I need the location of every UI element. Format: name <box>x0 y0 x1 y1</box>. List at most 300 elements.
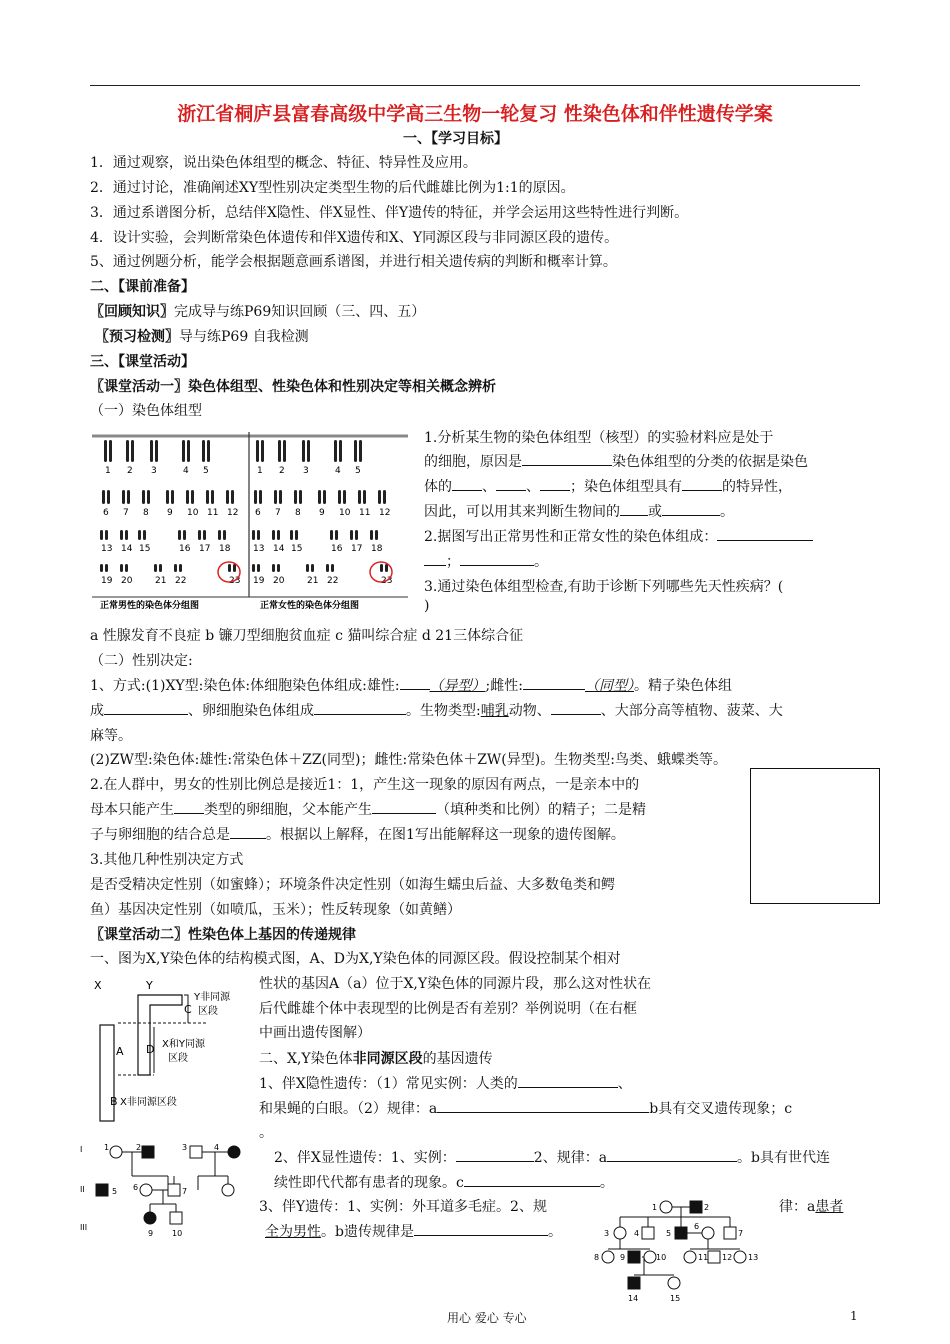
chromosome <box>272 530 275 540</box>
chromosome <box>131 440 134 462</box>
chromosome <box>187 440 190 462</box>
chromosome <box>330 530 333 540</box>
chromosome <box>154 564 157 572</box>
pedigree-label: 14 <box>628 1294 639 1303</box>
page-title: 浙江省桐庐县富春高级中学高三生物一轮复习 性染色体和伴性遗传学案 <box>177 103 773 125</box>
chromosome <box>355 530 358 540</box>
answer-blank[interactable] <box>372 799 436 814</box>
chromosome <box>107 490 110 504</box>
q2-text: 。 <box>534 554 548 570</box>
xy-text: 1、方式:(1)XY型:染色体:体细胞染色体组成:雄性: <box>90 678 400 694</box>
x-label: X <box>94 979 102 992</box>
chromosome <box>125 530 128 540</box>
goal-item: 2．通过讨论，准确阐述XY型性别决定类型生物的后代雌雄比例为1:1的原因。 <box>90 180 575 196</box>
chromosome <box>294 490 297 504</box>
chromosome-number: 6 <box>255 508 261 518</box>
answer-blank[interactable] <box>314 700 406 715</box>
p2-line3 <box>90 824 625 844</box>
chromosome <box>259 490 262 504</box>
pedigree-label: 3 <box>182 1143 188 1152</box>
chromosome <box>120 564 123 572</box>
activity2-title: 〖课堂活动二〗性染色体上基因的传递规律 <box>90 927 356 943</box>
p2-line2 <box>90 799 646 819</box>
chromosome-number: 21 <box>307 576 319 586</box>
pedigree-male <box>168 1184 180 1196</box>
xy-text: 、卵细胞染色体组成 <box>188 703 314 719</box>
answer-blank[interactable] <box>518 1073 618 1088</box>
chromosome <box>277 530 280 540</box>
chromosome-number: 18 <box>371 544 383 554</box>
pedigree-label: 2 <box>136 1143 142 1152</box>
chromosome <box>182 440 185 462</box>
pedigree-label: 13 <box>748 1253 759 1262</box>
chromosome-number: 12 <box>227 508 239 518</box>
q1-text: 体的 <box>424 479 452 495</box>
xd-text: 2、规律：a <box>533 1150 608 1166</box>
chromosome <box>171 490 174 504</box>
xd-line2 <box>274 1172 614 1192</box>
q2-text: 2.据图写出正常男性和正常女性的染色体组成： <box>424 529 718 545</box>
pedigree-label: 1 <box>104 1143 110 1152</box>
pedigree-label: 7 <box>182 1187 188 1196</box>
answer-blank[interactable] <box>717 526 813 541</box>
q1-text: 、 <box>526 479 540 495</box>
q1-text: ；染色体组型具有 <box>570 479 682 495</box>
chromosome <box>191 490 194 504</box>
chromosome <box>290 530 293 540</box>
answer-box-1[interactable] <box>750 768 880 904</box>
xy-text: 、大部分高等植物、菠菜、大 <box>600 703 783 719</box>
pedigree-male <box>628 1277 640 1289</box>
pedigree-2-group <box>594 1201 758 1303</box>
chromosome <box>104 440 107 462</box>
chromosome-number: 8 <box>295 508 301 518</box>
pedigree-label: 15 <box>670 1294 681 1303</box>
pedigree-label: 4 <box>634 1229 640 1238</box>
chromosome <box>211 490 214 504</box>
chromosome-number: 23 <box>381 576 393 586</box>
answer-blank[interactable] <box>496 476 526 491</box>
pedigree-label: 6 <box>694 1222 700 1231</box>
answer-blank[interactable] <box>230 824 266 839</box>
pedigree-female <box>614 1227 626 1239</box>
chromosome <box>339 440 342 462</box>
chromosome <box>109 440 112 462</box>
chromosome <box>378 490 381 504</box>
pedigree-label: 7 <box>738 1229 744 1238</box>
preview-label: 〖预习检测〗 <box>95 329 179 345</box>
nonhom-bold: 非同源区段 <box>352 1051 423 1067</box>
chromosome-number: 3 <box>303 466 309 476</box>
goal-item: 5、通过例题分析，能学会根据题意画系谱图，并进行相关遗传病的判断和概率计算。 <box>90 254 617 270</box>
p2-text: 类型的卵细胞，父本能产生 <box>204 802 372 818</box>
pedigree-female <box>110 1146 122 1158</box>
xy-structure-figure <box>88 975 258 1125</box>
y-line2 <box>265 1221 562 1241</box>
p3-line3: 鱼）基因决定性别（如喷瓜，玉米）；性反转现象（如黄鳝） <box>90 902 461 918</box>
q1-line4 <box>424 501 734 521</box>
chromosome <box>272 564 275 572</box>
chromosome <box>363 490 366 504</box>
pedigree-chart-2 <box>590 1195 780 1305</box>
pedigree-chart-1 <box>78 1138 258 1238</box>
chromosome-number: 11 <box>207 508 219 518</box>
chromosome <box>150 440 153 462</box>
chromosome <box>252 530 255 540</box>
chromosome <box>179 564 182 572</box>
a2-line4: 中画出遗传图解） <box>259 1025 371 1041</box>
page-number: 1 <box>850 1309 858 1323</box>
y-nonhom-label: 区段 <box>198 1006 218 1017</box>
xy-line3: 麻等。 <box>90 728 132 744</box>
chromosome <box>105 564 108 572</box>
pedigree-male <box>628 1251 640 1263</box>
chromosome <box>338 490 341 504</box>
chromosome <box>198 530 201 540</box>
xy-text: 动物、 <box>508 703 551 719</box>
y-text: 律：a <box>779 1199 816 1215</box>
chromosome <box>252 564 255 572</box>
chromosome <box>279 490 282 504</box>
chromosome <box>203 530 206 540</box>
chromosome <box>147 490 150 504</box>
chromosome-number: 9 <box>319 508 325 518</box>
goal-item: 1．通过观察，说出染色体组型的概念、特征、特异性及应用。 <box>90 155 477 171</box>
answer-blank[interactable] <box>174 799 204 814</box>
chromosome <box>207 440 210 462</box>
chromosome <box>299 490 302 504</box>
pedigree-label: 3 <box>604 1229 610 1238</box>
review-text: 完成导与练P69知识回顾（三、四、五） <box>174 304 426 320</box>
chromosome <box>354 440 357 462</box>
chromosome <box>358 490 361 504</box>
q2-text: ； <box>446 554 460 570</box>
y-nonhom-label: Y非同源 <box>194 992 231 1003</box>
pedigree-label: 2 <box>704 1203 710 1212</box>
q1-text: 、 <box>482 479 496 495</box>
chromosome <box>278 440 281 462</box>
pedigree-male <box>724 1227 736 1239</box>
chromosome-number: 9 <box>167 508 173 518</box>
d-label: D <box>146 1043 155 1056</box>
q3-line1: 3.通过染色体组型检查,有助于诊断下列哪些先天性疾病？( <box>424 579 784 595</box>
xy-answer: （异型） <box>429 678 486 694</box>
pedigree-label: 11 <box>698 1253 709 1262</box>
pedigree-label: 10 <box>656 1253 667 1262</box>
xy-answer: （同型） <box>584 678 634 694</box>
chromosome-number: 20 <box>121 576 133 586</box>
chromosome-number: 11 <box>359 508 371 518</box>
chromosome-number: 19 <box>253 576 265 586</box>
q3-options: a 性腺发育不良症 b 镰刀型细胞贫血症 c 猫叫综合症 d 21三体综合征 <box>90 628 524 644</box>
chromosome <box>302 440 305 462</box>
chromosome <box>318 490 321 504</box>
chromosome-number: 18 <box>219 544 231 554</box>
xr-text: 和果蝇的白眼。（2）规律：a <box>259 1101 438 1117</box>
answer-blank[interactable] <box>424 551 446 566</box>
chromosome <box>186 490 189 504</box>
q1-text: 的细胞，原因是 <box>424 454 522 470</box>
chromosome-number: 8 <box>143 508 149 518</box>
xd-text: 。 <box>599 1175 614 1191</box>
answer-blank[interactable] <box>523 675 585 690</box>
chromosome-number: 2 <box>279 466 285 476</box>
header-rule <box>90 85 860 86</box>
preview-text: 导与练P69 自我检测 <box>179 329 309 345</box>
chromosome <box>350 530 353 540</box>
y-underlined: 全为男性 <box>265 1224 321 1240</box>
chromosome-number: 1 <box>105 466 111 476</box>
answer-blank[interactable] <box>437 1098 649 1113</box>
chromosome <box>323 490 326 504</box>
xy-line2 <box>90 700 783 720</box>
pedigree-male <box>170 1212 182 1224</box>
answer-blank[interactable] <box>460 551 534 566</box>
a2-line2: 性状的基因A（a）位于X,Y染色体的同源片段，那么这对性状在 <box>259 976 652 992</box>
chromosome-number: 10 <box>339 508 351 518</box>
chromosome <box>343 490 346 504</box>
pedigree-female <box>140 1184 152 1196</box>
q1-text: 。 <box>720 504 734 520</box>
q1-text: 染色体组型的分类的依据是染色 <box>612 454 808 470</box>
pedigree-1-group <box>80 1143 240 1238</box>
q2-line2 <box>424 551 548 571</box>
chromosome <box>256 440 259 462</box>
chromosome <box>380 564 383 572</box>
xr-line2 <box>259 1098 792 1118</box>
karyotype-caption-female: 正常女性的染色体分组图 <box>260 601 360 611</box>
answer-blank[interactable] <box>464 1172 600 1187</box>
chromosome <box>375 530 378 540</box>
p2-text: 子与卵细胞的结合总是 <box>90 827 230 843</box>
pedigree-female <box>668 1277 680 1289</box>
answer-blank[interactable] <box>607 1147 737 1162</box>
pedigree-label: 5 <box>112 1187 118 1196</box>
chromosome <box>228 564 231 572</box>
y-label: Y <box>146 979 153 992</box>
chromosome-number: 23 <box>229 576 241 586</box>
pedigree-female <box>684 1251 696 1263</box>
xy-text: ;雌性: <box>485 678 523 694</box>
chromosome <box>233 564 236 572</box>
p2-text: 母本只能产生 <box>90 802 174 818</box>
footer-text: 用心 爱心 专心 <box>447 1311 527 1325</box>
q1-text: 的特异性， <box>722 479 792 495</box>
chromosome <box>127 490 130 504</box>
chromosome-number: 15 <box>291 544 303 554</box>
p3-line1: 3.其他几种性别决定方式 <box>90 852 244 868</box>
xd-line1 <box>274 1147 830 1167</box>
chromosome-number: 4 <box>183 466 189 476</box>
xd-text: 续性即代代都有患者的现象。c <box>274 1175 464 1191</box>
y-text: 。 <box>547 1224 562 1240</box>
chromosome-number: 22 <box>175 576 187 586</box>
pedigree-label: 6 <box>133 1183 139 1192</box>
pedigree-male <box>642 1227 654 1239</box>
chromosome <box>370 530 373 540</box>
pedigree-female <box>734 1251 746 1263</box>
chromosome-number: 12 <box>379 508 391 518</box>
chromosome <box>295 530 298 540</box>
chromosome <box>143 530 146 540</box>
chromosome <box>326 564 329 572</box>
answer-blank[interactable] <box>400 675 430 690</box>
q1-line2 <box>424 451 808 471</box>
p2-line1: 2.在人群中，男女的性别比例总是接近1：1，产生这一现象的原因有两点，一是亲本中的 <box>90 777 640 793</box>
chromosome <box>231 490 234 504</box>
chromosome-number: 10 <box>187 508 199 518</box>
pedigree-label: 8 <box>594 1253 600 1262</box>
answer-blank[interactable] <box>414 1221 548 1236</box>
xr-line1 <box>259 1073 632 1093</box>
chromosome-number: 17 <box>199 544 211 554</box>
section-heading-goals: 一、【学习目标】 <box>403 131 508 147</box>
chromosome-number: 5 <box>355 466 361 476</box>
chromosome-number: 16 <box>179 544 191 554</box>
chromosome-number: 6 <box>103 508 109 518</box>
chromosome-number: 5 <box>203 466 209 476</box>
xy-line1 <box>90 675 732 695</box>
karyotype-caption-male: 正常男性的染色体分组图 <box>100 601 200 611</box>
chromosome <box>335 530 338 540</box>
chromosome <box>254 490 257 504</box>
b-label: B <box>110 1095 118 1108</box>
nonhom-text: 二、X,Y染色体 <box>259 1051 353 1067</box>
answer-blank[interactable] <box>682 476 722 491</box>
chromosome-number: 1 <box>257 466 263 476</box>
zw-line: (2)ZW型:染色体:雄性:常染色体＋ZZ(同型)；雌性:常染色体＋ZW(异型)。生物类型:鸟类、蛾蝶类等。 <box>90 752 727 768</box>
pedigree-label: I <box>80 1145 83 1154</box>
x-nonhom-label: X非同源区段 <box>120 1097 177 1108</box>
karyotype-figure <box>92 432 408 612</box>
subsection-sex-determination: （二）性别决定: <box>90 653 193 669</box>
xy-text: 。生物类型: <box>406 703 481 719</box>
pedigree-male <box>690 1201 702 1213</box>
nonhom-heading <box>259 1048 493 1068</box>
answer-blank[interactable] <box>662 501 720 516</box>
chromosome <box>261 440 264 462</box>
chromosome <box>257 564 260 572</box>
chromosome <box>277 564 280 572</box>
pedigree-male <box>96 1184 108 1196</box>
review-label: 〖回顾知识〗 <box>90 304 174 320</box>
answer-blank[interactable] <box>551 700 601 715</box>
chromosome <box>306 564 309 572</box>
chromosome <box>166 490 169 504</box>
chromosome-number: 15 <box>139 544 151 554</box>
answer-blank[interactable] <box>456 1147 534 1162</box>
pedigree-label: 1 <box>652 1203 658 1212</box>
xy-underlined: 哺乳 <box>480 703 509 719</box>
chromosome-number: 3 <box>151 466 157 476</box>
y-text: 。b遗传规律是 <box>321 1224 414 1240</box>
q1-line1: 1.分析某生物的染色体组型（核型）的实验材料应是处于 <box>424 430 774 446</box>
chromosome <box>100 530 103 540</box>
chromosome <box>155 440 158 462</box>
chromosome <box>138 530 141 540</box>
xy-hom-label: X和Y同源 <box>162 1039 205 1050</box>
pedigree-label: 10 <box>172 1229 183 1238</box>
chromosome <box>257 530 260 540</box>
chromosome-number: 13 <box>101 544 113 554</box>
pedigree-label: III <box>80 1223 88 1232</box>
pedigree-female <box>702 1227 714 1239</box>
section-heading-prep: 二、【课前准备】 <box>90 279 195 295</box>
p2-text: （填种类和比例）的精子；二是精 <box>436 802 646 818</box>
answer-blank[interactable] <box>104 700 188 715</box>
chromosome-number: 16 <box>331 544 343 554</box>
answer-blank[interactable] <box>540 476 570 491</box>
chromosome <box>307 440 310 462</box>
chromosome <box>226 490 229 504</box>
pedigree-label: 4 <box>214 1143 220 1152</box>
pedigree-label: 5 <box>666 1229 672 1238</box>
xr-text: 、 <box>617 1076 632 1092</box>
pedigree-male <box>708 1251 720 1263</box>
p3-line2: 是否受精决定性别（如蜜蜂）；环境条件决定性别（如海生蠕虫后益、大多数龟类和鳄 <box>90 877 615 893</box>
pedigree-label: II <box>80 1185 85 1194</box>
chromosome-number: 22 <box>327 576 339 586</box>
q1-text: 或 <box>648 504 662 520</box>
chromosome <box>125 564 128 572</box>
goal-item: 3．通过系谱图分析，总结伴X隐性、伴X显性、伴Y遗传的特征，并学会运用这些特性进行判断。 <box>90 205 689 221</box>
a2-line3: 后代雌雄个体中表现型的比例是否有差别？举例说明（在右框 <box>259 1001 637 1017</box>
chromosome <box>142 490 145 504</box>
xr-text: 1、伴X隐性遗传：（1）常见实例：人类的 <box>259 1076 518 1092</box>
pedigree-female <box>222 1184 234 1196</box>
xd-text: 2、伴X显性遗传：1、实例： <box>274 1150 456 1166</box>
answer-blank[interactable] <box>452 476 482 491</box>
preview-line <box>95 326 309 346</box>
chromosome <box>223 530 226 540</box>
chromosome <box>206 490 209 504</box>
pedigree-female <box>660 1201 672 1213</box>
chromosome <box>178 530 181 540</box>
answer-blank[interactable] <box>620 501 648 516</box>
chromosome <box>383 490 386 504</box>
pedigree-label: 9 <box>620 1253 626 1262</box>
chromosome <box>311 564 314 572</box>
a2-line1: 一、图为X,Y染色体的结构模式图，A、D为X,Y染色体的同源区段。假设控制某个相对 <box>90 951 621 967</box>
chromosome <box>218 530 221 540</box>
chromosome-number: 17 <box>351 544 363 554</box>
goal-item: 4．设计实验，会判断常染色体遗传和伴X遗传和X、Y同源区段与非同源区段的遗传。 <box>90 230 619 246</box>
chromosome <box>122 490 125 504</box>
pedigree-male <box>675 1227 687 1239</box>
xr-line3: 。 <box>259 1125 273 1141</box>
chromosome <box>126 440 129 462</box>
q3-close: ) <box>424 598 430 614</box>
pedigree-male <box>190 1146 202 1158</box>
y-line1a: 3、伴Y遗传：1、实例：外耳道多毛症。2、规 <box>259 1199 547 1215</box>
section-heading-activity: 三、【课堂活动】 <box>90 354 195 370</box>
chromosome-number: 13 <box>253 544 265 554</box>
xy-hom-label: 区段 <box>168 1053 188 1064</box>
chromosome-number: 14 <box>121 544 133 554</box>
pedigree-female <box>144 1212 156 1224</box>
chromosome <box>359 440 362 462</box>
answer-blank[interactable] <box>522 451 612 466</box>
chromosome <box>202 440 205 462</box>
pedigree-female <box>644 1251 656 1263</box>
pedigree-male <box>142 1146 154 1158</box>
chromosome-number: 7 <box>275 508 281 518</box>
review-line <box>90 301 425 321</box>
chromosome <box>174 564 177 572</box>
chromosome <box>120 530 123 540</box>
chromosome <box>159 564 162 572</box>
c-label: C <box>184 1003 192 1016</box>
